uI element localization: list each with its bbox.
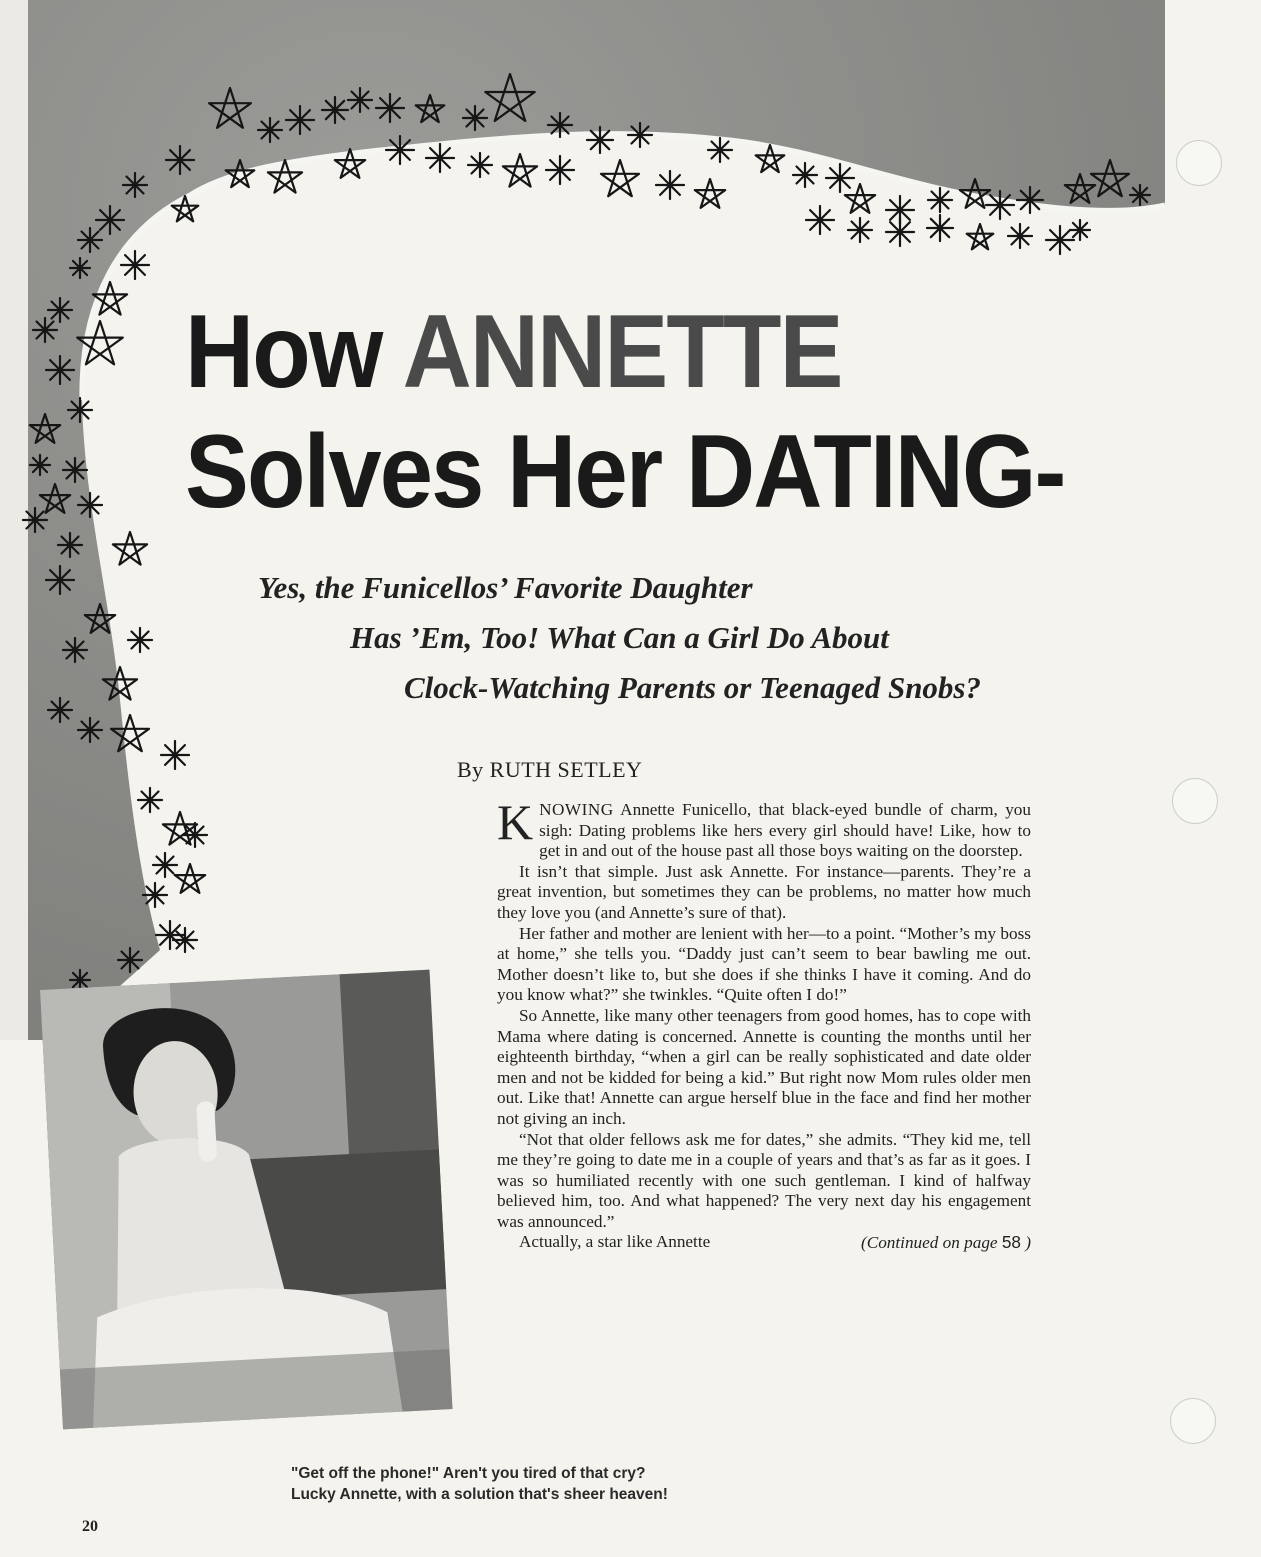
byline: By RUTH SETLEY (457, 757, 643, 782)
headline-line-2: Solves Her DATING- (185, 414, 1065, 530)
asterisk-decoration (118, 948, 142, 972)
asterisk-decoration (166, 146, 194, 174)
article-body (497, 794, 1031, 1253)
asterisk-decoration (63, 458, 87, 482)
asterisk-decoration (121, 251, 149, 279)
asterisk-decoration (927, 215, 953, 241)
asterisk-decoration (48, 298, 72, 322)
star-decoration (175, 864, 205, 893)
binder-hole-top (1176, 140, 1222, 186)
binder-hole-bottom (1170, 1398, 1216, 1444)
asterisk-decoration (348, 88, 372, 112)
asterisk-decoration (1008, 224, 1032, 248)
headline-line-1: How ANNETTE (185, 294, 842, 410)
asterisk-decoration (886, 218, 914, 246)
asterisk-decoration (468, 153, 492, 177)
star-decoration (967, 224, 994, 249)
asterisk-decoration (426, 144, 454, 172)
article-paragraph-5: “Not that older fellows ask me for dates,” she admits. “They kid me, tell me they’re going to date me in a couple of years and that’s as far as it goes. I was so humiliated recently with one such gentleman. I kind of halfway believed him, too. And what happened? The very next day his engagement was announced.” (497, 1129, 1031, 1231)
article-paragraph-4: So Annette, like many other teenagers from good homes, has to cope with Mama where dating is concerned. Annette is counting the months until her eighteenth birthday, “when a girl can be really sophisticated and date older men and not be kidded for being a kid.” But right now Mom rules older men out. Like that! Annette can argue herself blue in the face and find her mother not giving an inch. (497, 1005, 1031, 1128)
caption-line-1: "Get off the phone!" Aren't you tired of that cry? (291, 1465, 646, 1482)
asterisk-decoration (386, 136, 414, 164)
asterisk-decoration (587, 127, 613, 153)
lead-in: NOWING (539, 800, 614, 819)
star-decoration (113, 532, 147, 565)
star-decoration (695, 179, 725, 208)
star-decoration (601, 160, 639, 196)
article-paragraph-1: KNOWING Annette Funicello, that black-eyed bundle of charm, you sigh: Dating problems like hers every girl should have! Like, how to get in and out of the house past all those boys waiting on the doorstep. (497, 794, 1031, 861)
asterisk-decoration (128, 628, 152, 652)
asterisk-decoration (463, 106, 487, 130)
asterisk-decoration (58, 533, 82, 557)
asterisk-decoration (986, 191, 1014, 219)
asterisk-decoration (46, 356, 74, 384)
asterisk-decoration (30, 455, 50, 475)
subtitle-line-3: Clock-Watching Parents or Teenaged Snobs? (404, 670, 981, 705)
asterisk-decoration (826, 164, 854, 192)
asterisk-decoration (656, 171, 684, 199)
star-decoration (163, 812, 197, 845)
asterisk-decoration (928, 188, 952, 212)
asterisk-decoration (322, 97, 348, 123)
asterisk-decoration (78, 493, 102, 517)
asterisk-decoration (153, 853, 177, 877)
asterisk-decoration (48, 698, 72, 722)
asterisk-decoration (78, 718, 102, 742)
asterisk-decoration (33, 318, 57, 342)
asterisk-decoration (183, 823, 207, 847)
photo-caption (291, 1463, 668, 1505)
asterisk-decoration (286, 106, 314, 134)
asterisk-decoration (708, 138, 732, 162)
asterisk-decoration (1130, 185, 1150, 205)
asterisk-decoration (1070, 220, 1090, 240)
article-paragraph-2: It isn’t that simple. Just ask Annette. For instance—parents. They’re a great invention, but sometimes they can be problems, no matter how much they love you (and Annette’s sure of that). (497, 861, 1031, 922)
asterisk-decoration (628, 123, 652, 147)
page-number: 20 (82, 1518, 98, 1535)
asterisk-decoration (1017, 187, 1043, 213)
asterisk-decoration (546, 156, 574, 184)
asterisk-decoration (806, 206, 834, 234)
asterisk-decoration (70, 258, 90, 278)
asterisk-decoration (258, 118, 282, 142)
continued-notice: (Continued on page 58 ) (861, 1232, 1031, 1253)
star-decoration (503, 154, 537, 187)
drop-cap: K (497, 794, 534, 850)
asterisk-decoration (123, 173, 147, 197)
asterisk-decoration (96, 206, 124, 234)
asterisk-decoration (78, 228, 102, 252)
asterisk-decoration (548, 113, 572, 137)
annette-phone-photo (40, 970, 452, 1430)
asterisk-decoration (143, 883, 167, 907)
asterisk-decoration (68, 398, 92, 422)
asterisk-decoration (376, 94, 404, 122)
asterisk-decoration (63, 638, 87, 662)
asterisk-decoration (46, 566, 74, 594)
article-paragraph-6: Actually, a star like Annette (Continued on page 58 ) (519, 1232, 1031, 1253)
asterisk-decoration (793, 163, 817, 187)
asterisk-decoration (138, 788, 162, 812)
headline-highlight: ANNETTE (402, 294, 842, 410)
asterisk-decoration (161, 741, 189, 769)
subtitle-line-2: Has ’Em, Too! What Can a Girl Do About (350, 620, 889, 655)
asterisk-decoration (173, 928, 197, 952)
caption-line-2: Lucky Annette, with a solution that's sheer heaven! (291, 1486, 668, 1503)
asterisk-decoration (23, 508, 47, 532)
binder-hole-middle (1172, 778, 1218, 824)
subtitle-line-1: Yes, the Funicellos’ Favorite Daughter (258, 570, 753, 605)
asterisk-decoration (848, 218, 872, 242)
article-paragraph-3: Her father and mother are lenient with her—to a point. “Mother’s my boss at home,” she tells you. “Daddy just can’t seem to bear bawling me out. Mother doesn’t like to, but she does if she thinks I have it coming. And do you know what?” she twinkles. “Quite often I do!” (497, 923, 1031, 1005)
